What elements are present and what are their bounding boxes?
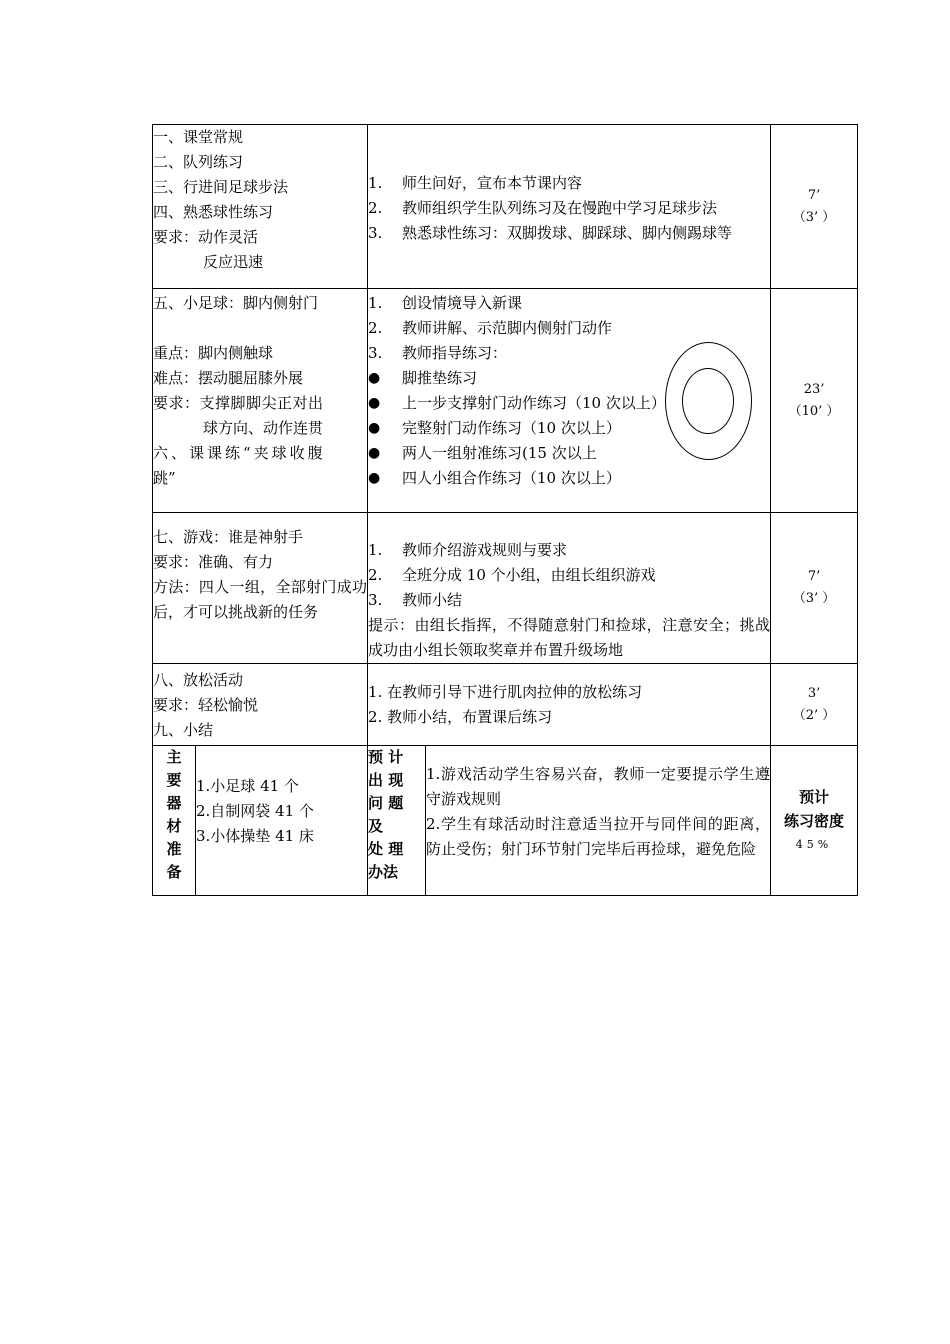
equipment-list — [196, 746, 368, 896]
content-line: 七、游戏：谁是神射手 — [153, 528, 304, 546]
time-sub: （3’ ） — [792, 591, 836, 606]
content-line: 方法：四人一组，全部射门成功后，才可以挑战新的任务 — [153, 578, 368, 621]
time-value: 23’ — [803, 381, 825, 397]
content-line: 难点：摆动腿屈膝外展 — [153, 369, 304, 387]
list-item: 1. 师生问好，宣布本节课内容 — [368, 174, 583, 192]
list-item: 3. 熟悉球性练习：双脚拨球、脚踩球、脚内侧踢球等 — [368, 224, 733, 242]
content-line: 球方向、动作连贯 — [203, 419, 324, 437]
list-item: 3. 教师小结 — [368, 591, 463, 609]
bullet-icon: ● — [368, 470, 381, 486]
density-value: 45% — [795, 837, 833, 851]
time-cell — [771, 125, 858, 289]
list-item: 2. 全班分成 10 个小组，由组长组织游戏 — [368, 566, 656, 584]
time-sub: （10’ ） — [788, 403, 840, 419]
content-line: 跳” — [153, 469, 176, 487]
equipment-item: 3.小体操垫 41 床 — [196, 827, 314, 845]
list-item: 2. 教师讲解、示范脚内侧射门动作 — [368, 319, 613, 337]
table-row — [153, 664, 858, 746]
time-sub: （2’ ） — [792, 707, 836, 723]
organization-cell — [368, 664, 771, 746]
target-inner-ring-icon — [682, 368, 734, 434]
bullet-icon: ● — [368, 445, 381, 461]
bullet-icon: ● — [368, 420, 381, 436]
content-line: 四、熟悉球性练习 — [153, 203, 274, 221]
density-cell — [771, 746, 858, 896]
content-line: 五、小足球：脚内侧射门 — [153, 294, 319, 312]
bullet-item: ● 四人小组合作练习（10 次以上） — [368, 466, 770, 491]
problem-item: 2.学生有球活动时注意适当拉开与同伴间的距离，防止受伤；射门环节射门完毕后再捡球，避免危险 — [426, 815, 771, 858]
table-row — [153, 125, 858, 289]
list-item: 1. 在教师引导下进行肌肉拉伸的放松练习 — [368, 683, 643, 701]
content-line: 八、放松活动 — [153, 671, 244, 689]
density-label: 练习密度 — [784, 811, 845, 830]
content-line: 重点：脚内侧触球 — [153, 344, 274, 362]
time-sub: （3’ ） — [792, 209, 836, 225]
equipment-label: 主 要 器 材 准 备 — [153, 746, 196, 896]
list-item: 2. 教师组织学生队列练习及在慢跑中学习足球步法 — [368, 199, 718, 217]
content-line: 九、小结 — [153, 721, 214, 739]
list-item: 1. 创设情境导入新课 — [368, 294, 523, 312]
problem-text — [426, 746, 771, 896]
time-value: 3’ — [807, 685, 821, 701]
content-line: 要求：支撑脚脚尖正对出 — [153, 394, 324, 412]
content-line — [153, 316, 367, 341]
lesson-plan-table — [152, 124, 857, 896]
problem-item: 1.游戏活动学生容易兴奋，教师一定要提示学生遵守游戏规则 — [426, 765, 771, 808]
bullet-item: ● 完整射门动作练习（10 次以上） — [368, 416, 770, 441]
content-cell — [153, 125, 368, 289]
footer-row — [153, 746, 858, 896]
table-row — [153, 513, 858, 664]
content-line: 要求：动作灵活 — [153, 228, 259, 246]
content-line: 二、队列练习 — [153, 153, 244, 171]
content-cell — [153, 664, 368, 746]
density-label: 预计 — [799, 787, 830, 806]
list-item: 3. 教师指导练习： — [368, 344, 508, 362]
lesson-table — [152, 124, 858, 896]
organization-cell — [368, 125, 771, 289]
list-item: 2. 教师小结，布置课后练习 — [368, 708, 553, 726]
time-cell — [771, 664, 858, 746]
bullet-icon: ● — [368, 370, 381, 386]
content-line: 要求：轻松愉悦 — [153, 696, 259, 714]
bullet-item: ● 上一步支撑射门动作练习（10 次以上） — [368, 391, 770, 416]
content-cell — [153, 289, 368, 513]
content-line: 一、课堂常规 — [153, 128, 244, 146]
equipment-item: 2.自制网袋 41 个 — [196, 802, 314, 820]
content-cell — [153, 513, 368, 664]
time-cell — [771, 513, 858, 664]
time-value: 7’ — [807, 569, 821, 584]
organization-cell — [368, 513, 771, 664]
content-line: 三、行进间足球步法 — [153, 178, 289, 196]
time-value: 7’ — [807, 187, 821, 203]
equipment-item: 1.小足球 41 个 — [196, 777, 299, 795]
hint-text: 提示：由组长指挥，不得随意射门和捡球，注意安全；挑战成功由小组长领取奖章并布置升级场地 — [368, 616, 771, 659]
content-line: 要求：准确、有力 — [153, 553, 274, 571]
bullet-item: ● 两人一组射准练习(15 次以上 — [368, 441, 770, 466]
bullet-item: ● 脚推垫练习 — [368, 366, 770, 391]
problem-label: 预 计 出 现 问 题 及 处 理 办法 — [368, 746, 426, 896]
content-line: 六、课课练“夹球收腹 — [153, 444, 326, 462]
time-cell — [771, 289, 858, 513]
bullet-icon: ● — [368, 395, 381, 411]
content-line: 反应迅速 — [203, 253, 264, 271]
list-item: 1. 教师介绍游戏规则与要求 — [368, 541, 568, 559]
